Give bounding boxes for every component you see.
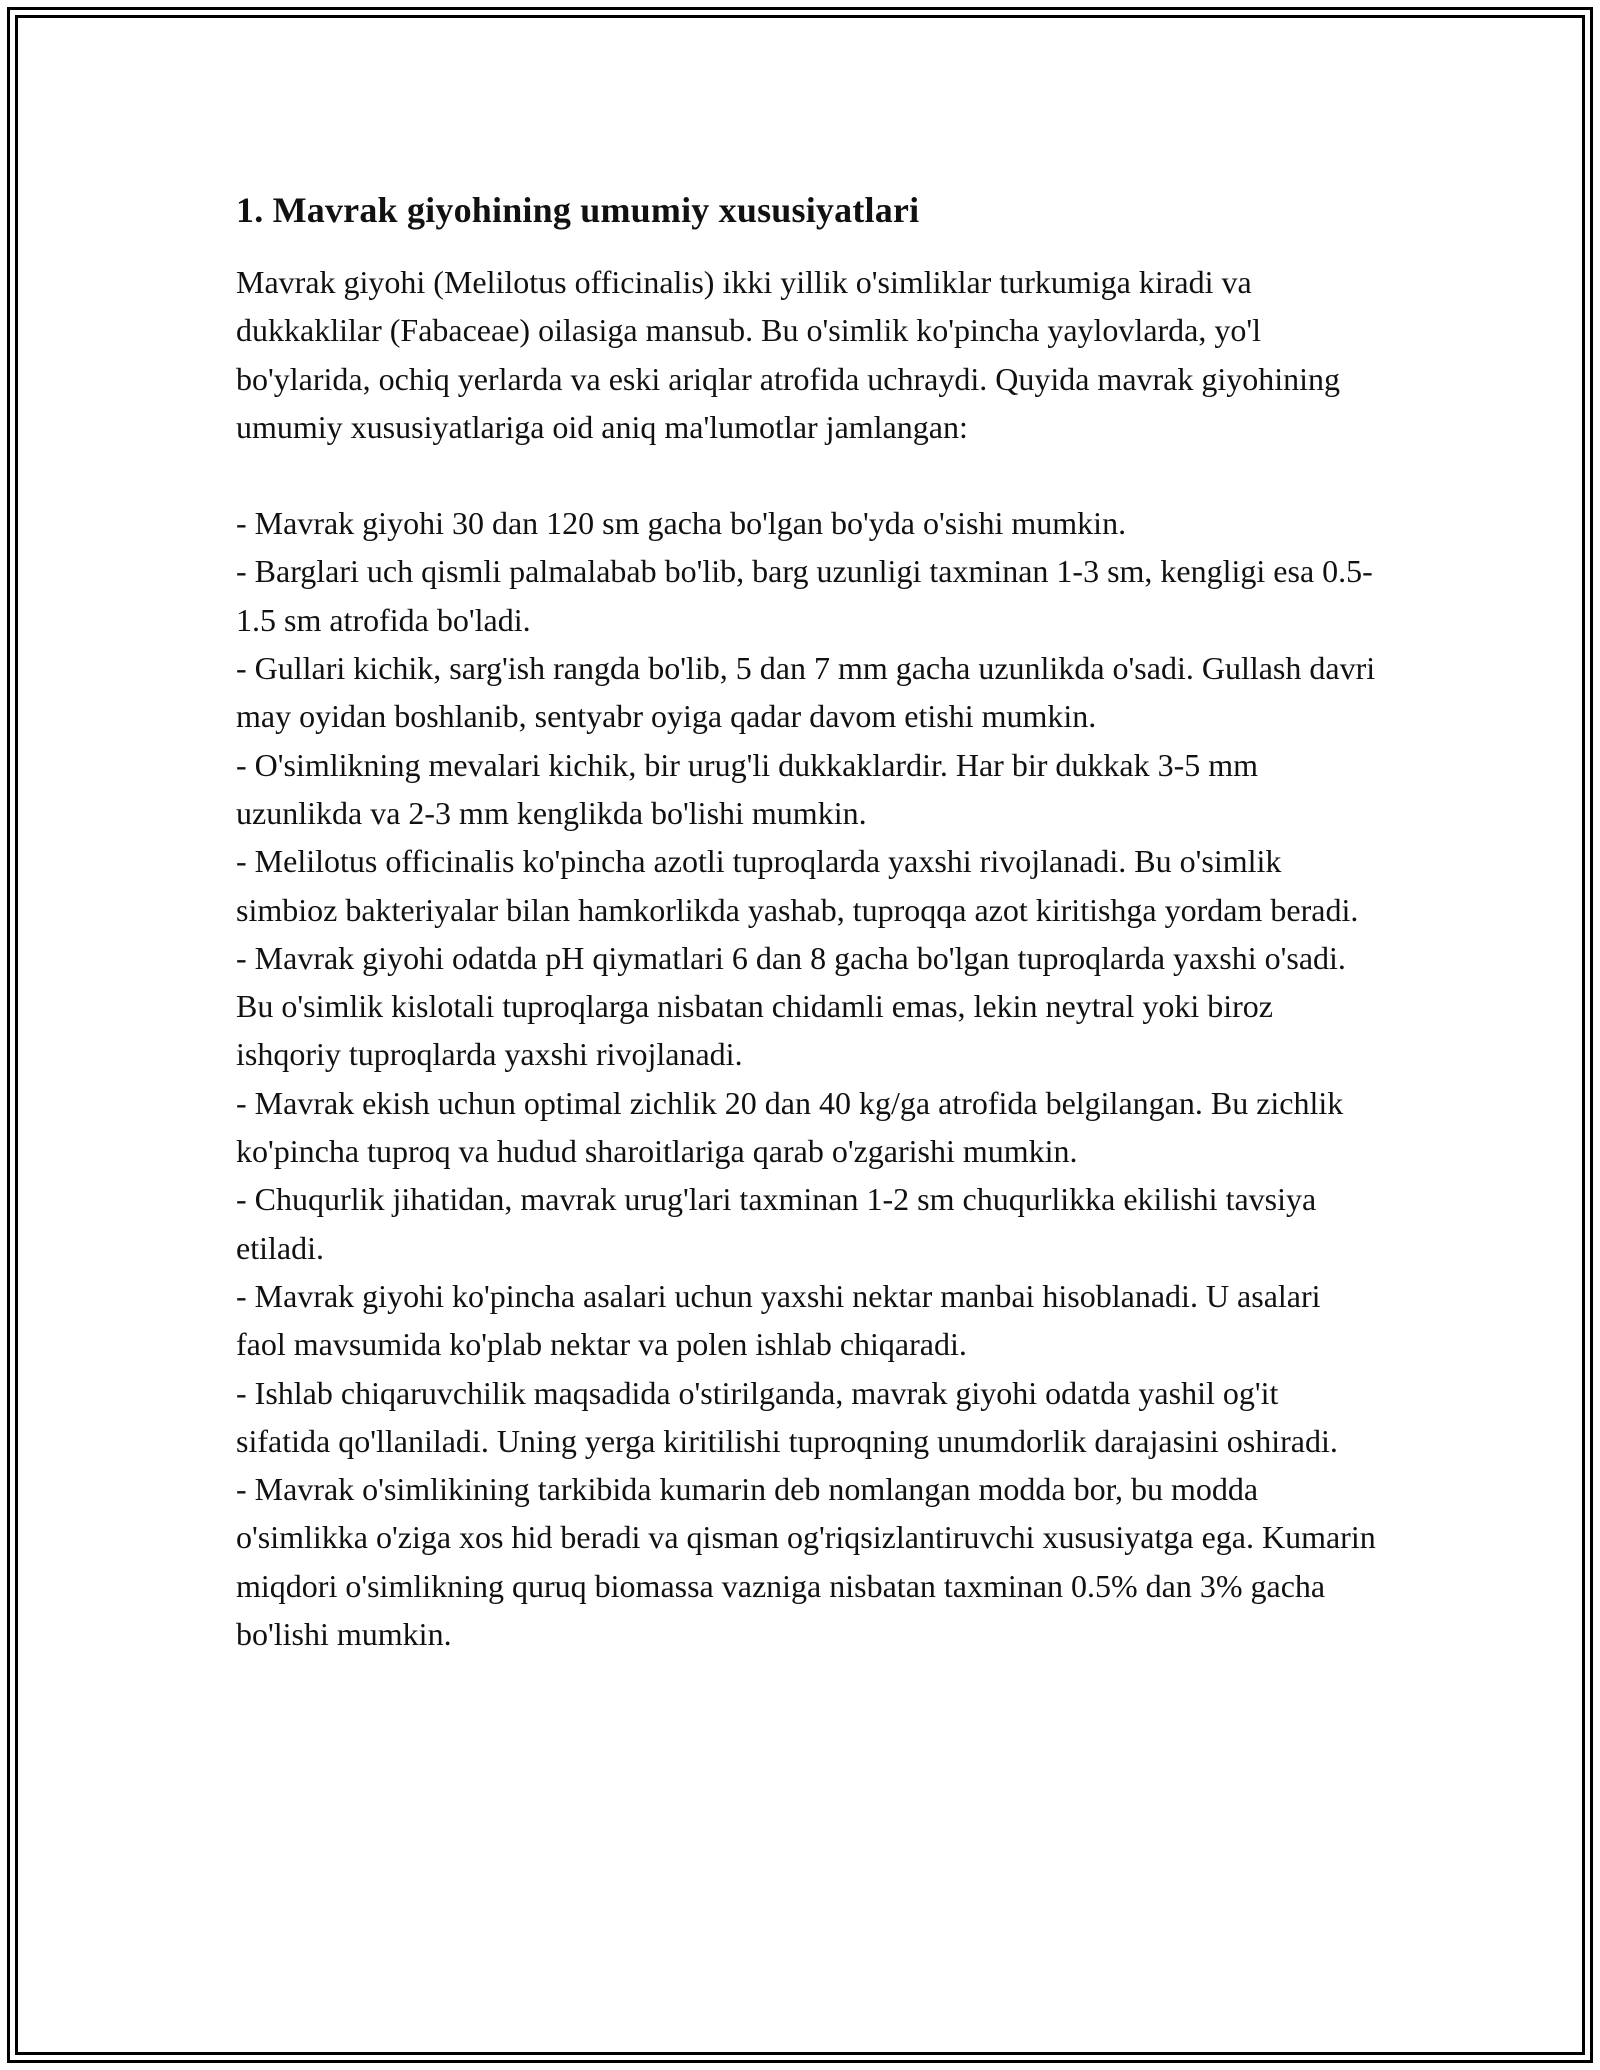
list-item: - Ishlab chiqaruvchilik maqsadida o'stirilganda, mavrak giyohi odatda yashil og'it sifatida qo'llaniladi. Uning yerga kiritilishi tuproqning unumdorlik darajasini oshiradi. bbox=[236, 1374, 1338, 1459]
list-item: - Mavrak giyohi odatda pH qiymatlari 6 dan 8 gacha bo'lgan tuproqlarda yaxshi o'sadi. Bu o'simlik kislotali tuproqlarga nisbatan chidamli emas, lekin neytral yoki biroz ishqoriy tuproqlarda yaxshi rivojlanadi. bbox=[236, 939, 1346, 1073]
list-item: - Mavrak o'simlikining tarkibida kumarin deb nomlangan modda bor, bu modda o'simlikka o'ziga xos hid beradi va qisman og'riqsizlantiruvchi xususiyatga ega. Kumarin miqdori o'simlikning quruq biomassa vazniga nisbatan taxminan 0.5% dan 3% gacha bo'lishi mumkin. bbox=[236, 1471, 1376, 1653]
list-item: - Melilotus officinalis ko'pincha azotli tuproqlarda yaxshi rivojlanadi. Bu o'simlik simbioz bakteriyalar bilan hamkorlikda yashab, tuproqqa azot kiritishga yordam beradi. bbox=[236, 843, 1359, 928]
property-list bbox=[236, 499, 1376, 1658]
list-item: - Mavrak giyohi 30 dan 120 sm gacha bo'lgan bo'yda o'sishi mumkin. bbox=[236, 505, 1127, 542]
list-item: - Chuqurlik jihatidan, mavrak urug'lari taxminan 1-2 sm chuqurlikka ekilishi tavsiya etiladi. bbox=[236, 1181, 1317, 1266]
section-heading: 1. Mavrak giyohining umumiy xususiyatlari bbox=[236, 190, 920, 230]
list-item: - Barglari uch qismli palmalabab bo'lib, barg uzunligi taxminan 1-3 sm, kengligi esa 0.5-1.5 sm atrofida bo'ladi. bbox=[236, 553, 1373, 638]
document-body bbox=[236, 186, 1376, 1658]
intro-paragraph: Mavrak giyohi (Melilotus officinalis) ikki yillik o'simliklar turkumiga kiradi va dukkaklilar (Fabaceae) oilasiga mansub. Bu o'simlik ko'pincha yaylovlarda, yo'l bo'ylarida, ochiq yerlarda va eski ariqlar atrofida uchraydi. Quyida mavrak giyohining umumiy xususiyatlariga oid aniq ma'lumotlar jamlangan: bbox=[236, 264, 1341, 445]
list-item: - Mavrak giyohi ko'pincha asalari uchun yaxshi nektar manbai hisoblanadi. U asalari faol mavsumida ko'plab nektar va polen ishlab chiqaradi. bbox=[236, 1277, 1321, 1363]
list-item: - Mavrak ekish uchun optimal zichlik 20 dan 40 kg/ga atrofida belgilangan. Bu zichlik ko'pincha tuproq va hudud sharoitlariga qarab o'zgarishi mumkin. bbox=[236, 1084, 1344, 1170]
list-item: - O'simlikning mevalari kichik, bir urug'li dukkaklardir. Har bir dukkak 3-5 mm uzunlikda va 2-3 mm kenglikda bo'lishi mumkin. bbox=[236, 746, 1258, 831]
list-item: - Gullari kichik, sarg'ish rangda bo'lib, 5 dan 7 mm gacha uzunlikda o'sadi. Gullash davri may oyidan boshlanib, sentyabr oyiga qadar davom etishi mumkin. bbox=[236, 650, 1376, 735]
